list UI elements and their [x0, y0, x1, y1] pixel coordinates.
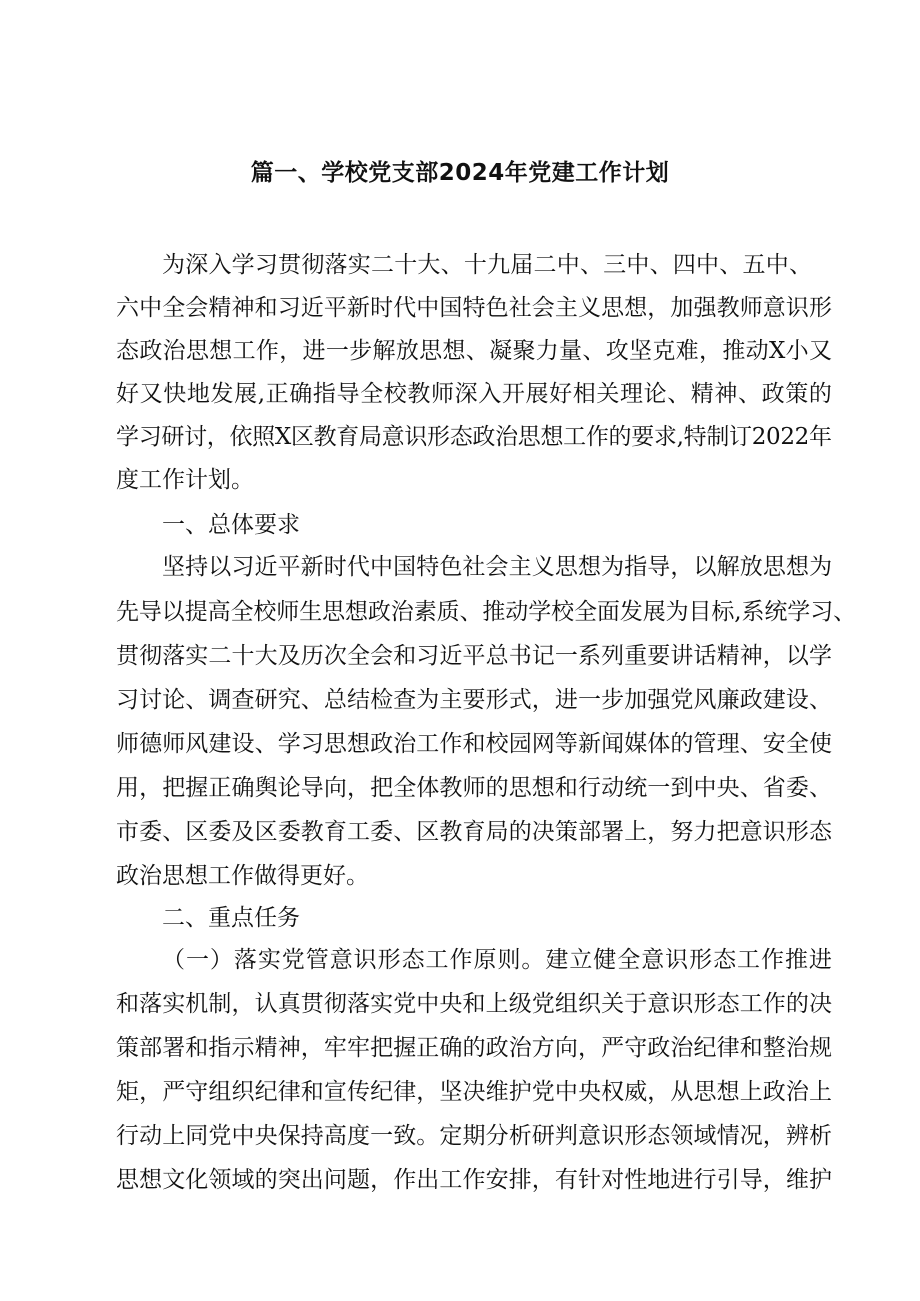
paragraph-line: （一）落实党管意识形态工作原则。建立健全意识形态工作推进 — [162, 947, 833, 973]
paragraph-line: 度工作计划。 — [116, 467, 254, 493]
paragraph-line: 好又快地发展,正确指导全校教师深入开展好相关理论、精神、政策的 — [116, 381, 833, 407]
paragraph-line: 贯彻落实二十大及历次全会和习近平总书记一系列重要讲话精神，以学 — [116, 643, 833, 669]
paragraph-line: 和落实机制，认真贯彻落实党中央和上级党组织关于意识形态工作的决 — [116, 991, 833, 1017]
paragraph-line: 六中全会精神和习近平新时代中国特色社会主义思想，加强教师意识形 — [116, 295, 833, 321]
paragraph-line: 先导以提高全校师生思想政治素质、推动学校全面发展为目标,系统学习、 — [116, 599, 857, 625]
paragraph-line: 习讨论、调查研究、总结检查为主要形式，进一步加强党风廉政建设、 — [116, 687, 833, 713]
paragraph-line: 态政治思想工作，进一步解放思想、凝聚力量、攻坚克难，推动X小又 — [116, 338, 833, 364]
paragraph-line: 为深入学习贯彻落实二十大、十九届二中、三中、四中、五中、 — [162, 252, 813, 278]
paragraph-line: 坚持以习近平新时代中国特色社会主义思想为指导，以解放思想为 — [162, 554, 833, 580]
document-title: 篇一、学校党支部2024年党建工作计划 — [250, 160, 670, 186]
paragraph-line: 策部署和指示精神，牢牢把握正确的政治方向，严守政治纪律和整治规 — [116, 1035, 833, 1061]
paragraph-line: 矩，严守组织纪律和宣传纪律，坚决维护党中央权威，从思想上政治上 — [116, 1079, 833, 1105]
paragraph-line: 师德师风建设、学习思想政治工作和校园网等新闻媒体的管理、安全使 — [116, 731, 833, 757]
paragraph-line: 用，把握正确舆论导向，把全体教师的思想和行动统一到中央、省委、 — [116, 775, 833, 801]
section-heading: 二、重点任务 — [162, 905, 300, 931]
paragraph-line: 政治思想工作做得更好。 — [116, 863, 369, 889]
paragraph-line: 学习研讨，依照X区教育局意识形态政治思想工作的要求,特制订2022年 — [116, 424, 832, 450]
paragraph-line: 思想文化领域的突出问题，作出工作安排，有针对性地进行引导，维护 — [116, 1167, 833, 1193]
paragraph-line: 市委、区委及区委教育工委、区教育局的决策部署上，努力把意识形态 — [116, 819, 833, 845]
paragraph-line: 行动上同党中央保持高度一致。定期分析研判意识形态领域情况，辨析 — [116, 1123, 833, 1149]
section-heading: 一、总体要求 — [162, 512, 300, 538]
